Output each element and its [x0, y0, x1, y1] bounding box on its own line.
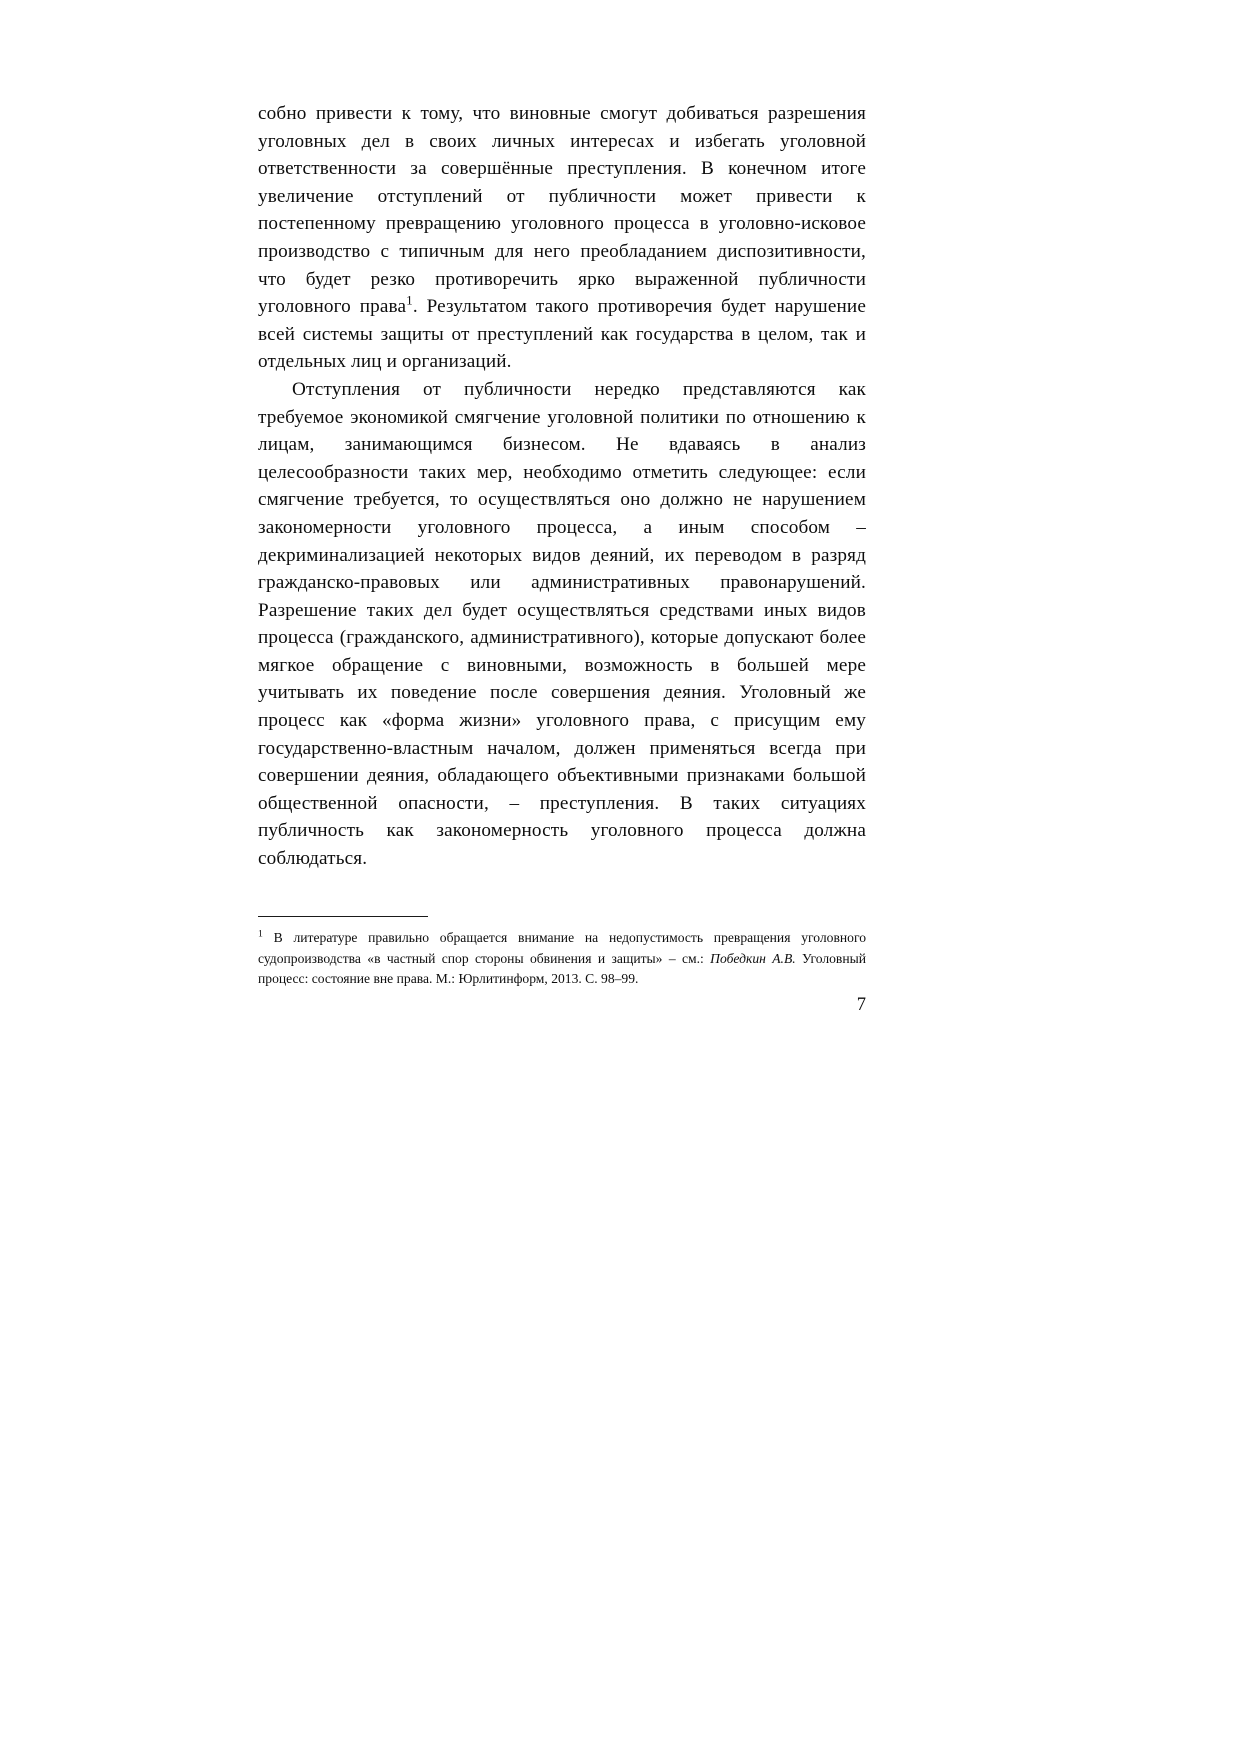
footnote-text-part-2: Уголовный процесс: состояние вне права. М.: Юрлитинформ, 2013. С. 98–99. — [258, 950, 866, 986]
footnote-text-part-1: В литературе правильно обращается внимание на недопустимость превращения уголовного судопроизводства «в частный спор стороны обвинения и защиты» – см.: — [258, 930, 866, 966]
paragraph-1 — [258, 100, 866, 376]
body-text — [258, 100, 866, 873]
paragraph-2: Отступления от публичности нередко представляются как требуемое экономикой смягчение уголовной политики по отношению к лицам, занимающимся бизнесом. Не вдаваясь в анализ целесообразности таких мер, необходимо отметить следующее: если смягчение требуется, то осуществляться оно должно не нарушением закономерности уголовного процесса, а иным способом – декриминализацией некоторых видов деяний, их переводом в разряд гражданско-правовых или административных правонарушений. Разрешение таких дел будет осуществляться средствами иных видов процесса (гражданского, административного), которые допускают более мягкое обращение с виновными, возможность в большей мере учитывать их поведение после совершения деяния. Уголовный же процесс как «форма жизни» уголовного права, с присущим ему государственно-властным началом, должен применяться всегда при совершении деяния, обладающего объективными признаками большой общественной опасности, – преступления. В таких ситуациях публичность как закономерность уголовного процесса должна соблюдаться. — [258, 378, 866, 870]
footnote-separator-rule — [258, 916, 428, 917]
paragraph-1-text-before-note: собно привести к тому, что виновные смогут добиваться разрешения уголовных дел в своих личных интересах и избегать уголовной ответственности за совершённые преступления. В конечном итоге увеличение отступлений от публичности может привести к постепенному превращению уголовного процесса в уголовно-исковое производство с типичным для него преобладанием диспозитивности, что будет резко противоречить ярко выраженной публичности уголовного права — [258, 103, 866, 318]
page-number: 7 — [856, 995, 866, 1015]
footnote-marker: 1 — [258, 928, 263, 940]
paragraph-1-text-after-note: . Результатом такого противоречия будет нарушение всей системы защиты от преступлений как государства в целом, так и отдельных лиц и организаций. — [258, 296, 866, 373]
footnote-reference-marker[interactable]: 1 — [406, 292, 413, 308]
footnote-author: Победкин А.В. — [710, 950, 796, 966]
footnote-block — [258, 928, 866, 990]
